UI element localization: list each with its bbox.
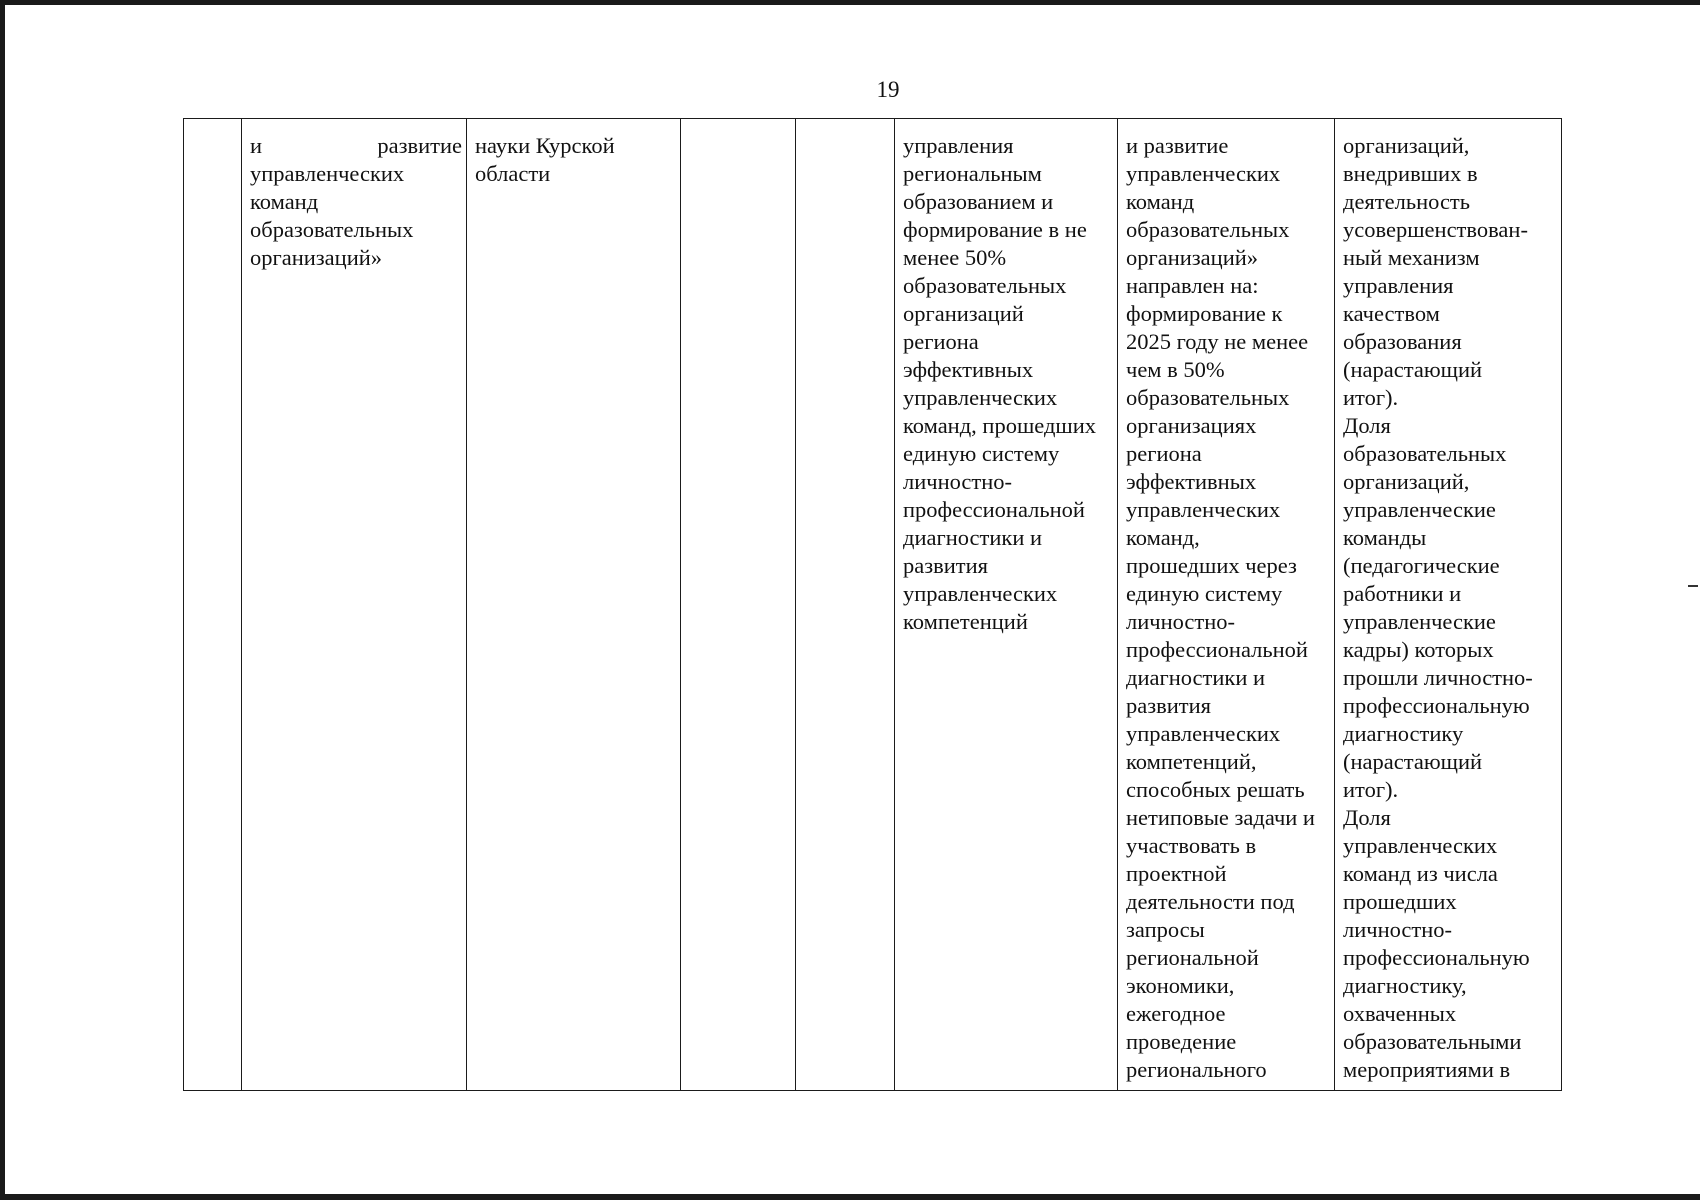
cell-line: проведение	[1126, 1029, 1237, 1054]
cell-line: 2025 году не менее	[1126, 329, 1309, 354]
cell-goal	[895, 119, 1118, 1091]
cell-line: команд	[250, 189, 319, 214]
cell-line: формирование в не	[903, 217, 1087, 242]
scan-border-bottom	[0, 1194, 1700, 1200]
cell-line: региона	[1126, 441, 1202, 466]
cell-line: чем в 50%	[1126, 357, 1225, 382]
cell-line: формирование к	[1126, 301, 1283, 326]
cell-line: диагностику	[1343, 721, 1464, 746]
cell-line: образовательных	[250, 217, 414, 242]
cell-line: компетенций,	[1126, 749, 1257, 774]
cell-line: организаций,	[1343, 133, 1470, 158]
scan-border-left	[0, 0, 5, 1200]
cell-line: (нарастающий	[1343, 749, 1483, 774]
cell-word: и	[250, 133, 263, 158]
cell-line: эффективных	[903, 357, 1034, 382]
cell-line: менее 50%	[903, 245, 1007, 270]
cell-line: управленческих	[1126, 721, 1281, 746]
cell-line: управленческих	[1126, 497, 1281, 522]
cell-line: эффективных	[1126, 469, 1257, 494]
cell-indicators	[1335, 119, 1562, 1091]
cell-description	[1118, 119, 1335, 1091]
table-row	[184, 119, 1562, 1091]
cell-line: регионального	[1126, 1057, 1267, 1082]
page-number: 19	[876, 77, 900, 102]
cell-line: диагностику,	[1343, 973, 1467, 998]
cell-line: внедривших в	[1343, 161, 1478, 186]
cell-line: охваченных	[1343, 1001, 1457, 1026]
cell-line: образовательных	[1343, 441, 1507, 466]
cell-line: профессиональной	[1126, 637, 1308, 662]
cell-line: деятельность	[1343, 189, 1471, 214]
cell-line: образовательными	[1343, 1029, 1522, 1054]
cell-line: организациях	[1126, 413, 1257, 438]
cell-line: команд из числа	[1343, 861, 1498, 886]
cell-line: профессиональную	[1343, 693, 1530, 718]
margin-mark	[1688, 585, 1698, 587]
cell-line: ный механизм	[1343, 245, 1480, 270]
cell-line: нетиповые задачи и	[1126, 805, 1315, 830]
cell-line: образования	[1343, 329, 1462, 354]
cell-line: команд,	[1126, 525, 1200, 550]
cell-word: развитие	[377, 133, 462, 158]
cell-line: экономики,	[1126, 973, 1235, 998]
cell-line: науки Курской	[475, 133, 615, 158]
cell-line: управленческих	[1343, 833, 1498, 858]
cell-line: развития	[1126, 693, 1212, 718]
cell-number	[184, 119, 242, 1091]
cell-line: организаций»	[1126, 245, 1259, 270]
cell-line: итог).	[1343, 385, 1399, 410]
cell-line: (нарастающий	[1343, 357, 1483, 382]
cell-line: деятельности под	[1126, 889, 1295, 914]
cell-line: команд	[1126, 189, 1195, 214]
cell-project-name	[242, 119, 467, 1091]
cell-line: управления	[1343, 273, 1454, 298]
cell-line: управленческих	[1126, 161, 1281, 186]
cell-line: развития	[903, 553, 989, 578]
cell-line: усовершенствован-	[1343, 217, 1528, 242]
cell-line: прошедших	[1343, 889, 1457, 914]
cell-line: прошедших через	[1126, 553, 1297, 578]
cell-line: организаций,	[1343, 469, 1470, 494]
cell-line	[250, 132, 462, 160]
cell-line: участвовать в	[1126, 833, 1257, 858]
cell-line: региональной	[1126, 945, 1259, 970]
cell-line: личностно-	[1126, 609, 1236, 634]
cell-line: профессиональную	[1343, 945, 1530, 970]
cell-line: единую систему	[903, 441, 1060, 466]
cell-line: управленческих	[903, 581, 1058, 606]
cell-line: проектной	[1126, 861, 1227, 886]
cell-line: единую систему	[1126, 581, 1283, 606]
cell-line: образовательных	[1126, 217, 1290, 242]
cell-line: диагностики и	[1126, 665, 1266, 690]
cell-line: кадры) которых	[1343, 637, 1494, 662]
cell-line: организаций»	[250, 245, 383, 270]
cell-responsible	[467, 119, 681, 1091]
scan-border-top	[0, 0, 1700, 5]
cell-line: организаций	[903, 301, 1024, 326]
cell-line: команды	[1343, 525, 1427, 550]
cell-line: команд, прошедших	[903, 413, 1097, 438]
cell-line: направлен на:	[1126, 273, 1259, 298]
document-table	[183, 118, 1562, 1091]
cell-line: Доля	[1343, 805, 1391, 830]
cell-line: личностно-	[1343, 917, 1453, 942]
cell-line: диагностики и	[903, 525, 1043, 550]
cell-line: компетенций	[903, 609, 1028, 634]
cell-line: образовательных	[903, 273, 1067, 298]
cell-line: профессиональной	[903, 497, 1085, 522]
cell-line: управленческие	[1343, 497, 1496, 522]
cell-line: региональным	[903, 161, 1042, 186]
cell-line: образовательных	[1126, 385, 1290, 410]
cell-line: Доля	[1343, 413, 1391, 438]
cell-line: управленческие	[1343, 609, 1496, 634]
cell-line: способных решать	[1126, 777, 1305, 802]
cell-line: работники и	[1343, 581, 1462, 606]
cell-line: качеством	[1343, 301, 1440, 326]
cell-line: области	[475, 161, 551, 186]
cell-line: прошли личностно-	[1343, 665, 1533, 690]
cell-line: образованием и	[903, 189, 1054, 214]
cell-line: и развитие	[1126, 133, 1229, 158]
cell-line: региона	[903, 329, 979, 354]
cell-empty-1	[681, 119, 796, 1091]
cell-line: мероприятиями в	[1343, 1057, 1511, 1082]
cell-line: (педагогические	[1343, 553, 1500, 578]
cell-line: запросы	[1126, 917, 1205, 942]
cell-empty-2	[796, 119, 895, 1091]
cell-line: итог).	[1343, 777, 1399, 802]
cell-line: управления	[903, 133, 1014, 158]
cell-line: личностно-	[903, 469, 1013, 494]
cell-line: управленческих	[903, 385, 1058, 410]
cell-line: управленческих	[250, 161, 405, 186]
cell-line: ежегодное	[1126, 1001, 1226, 1026]
